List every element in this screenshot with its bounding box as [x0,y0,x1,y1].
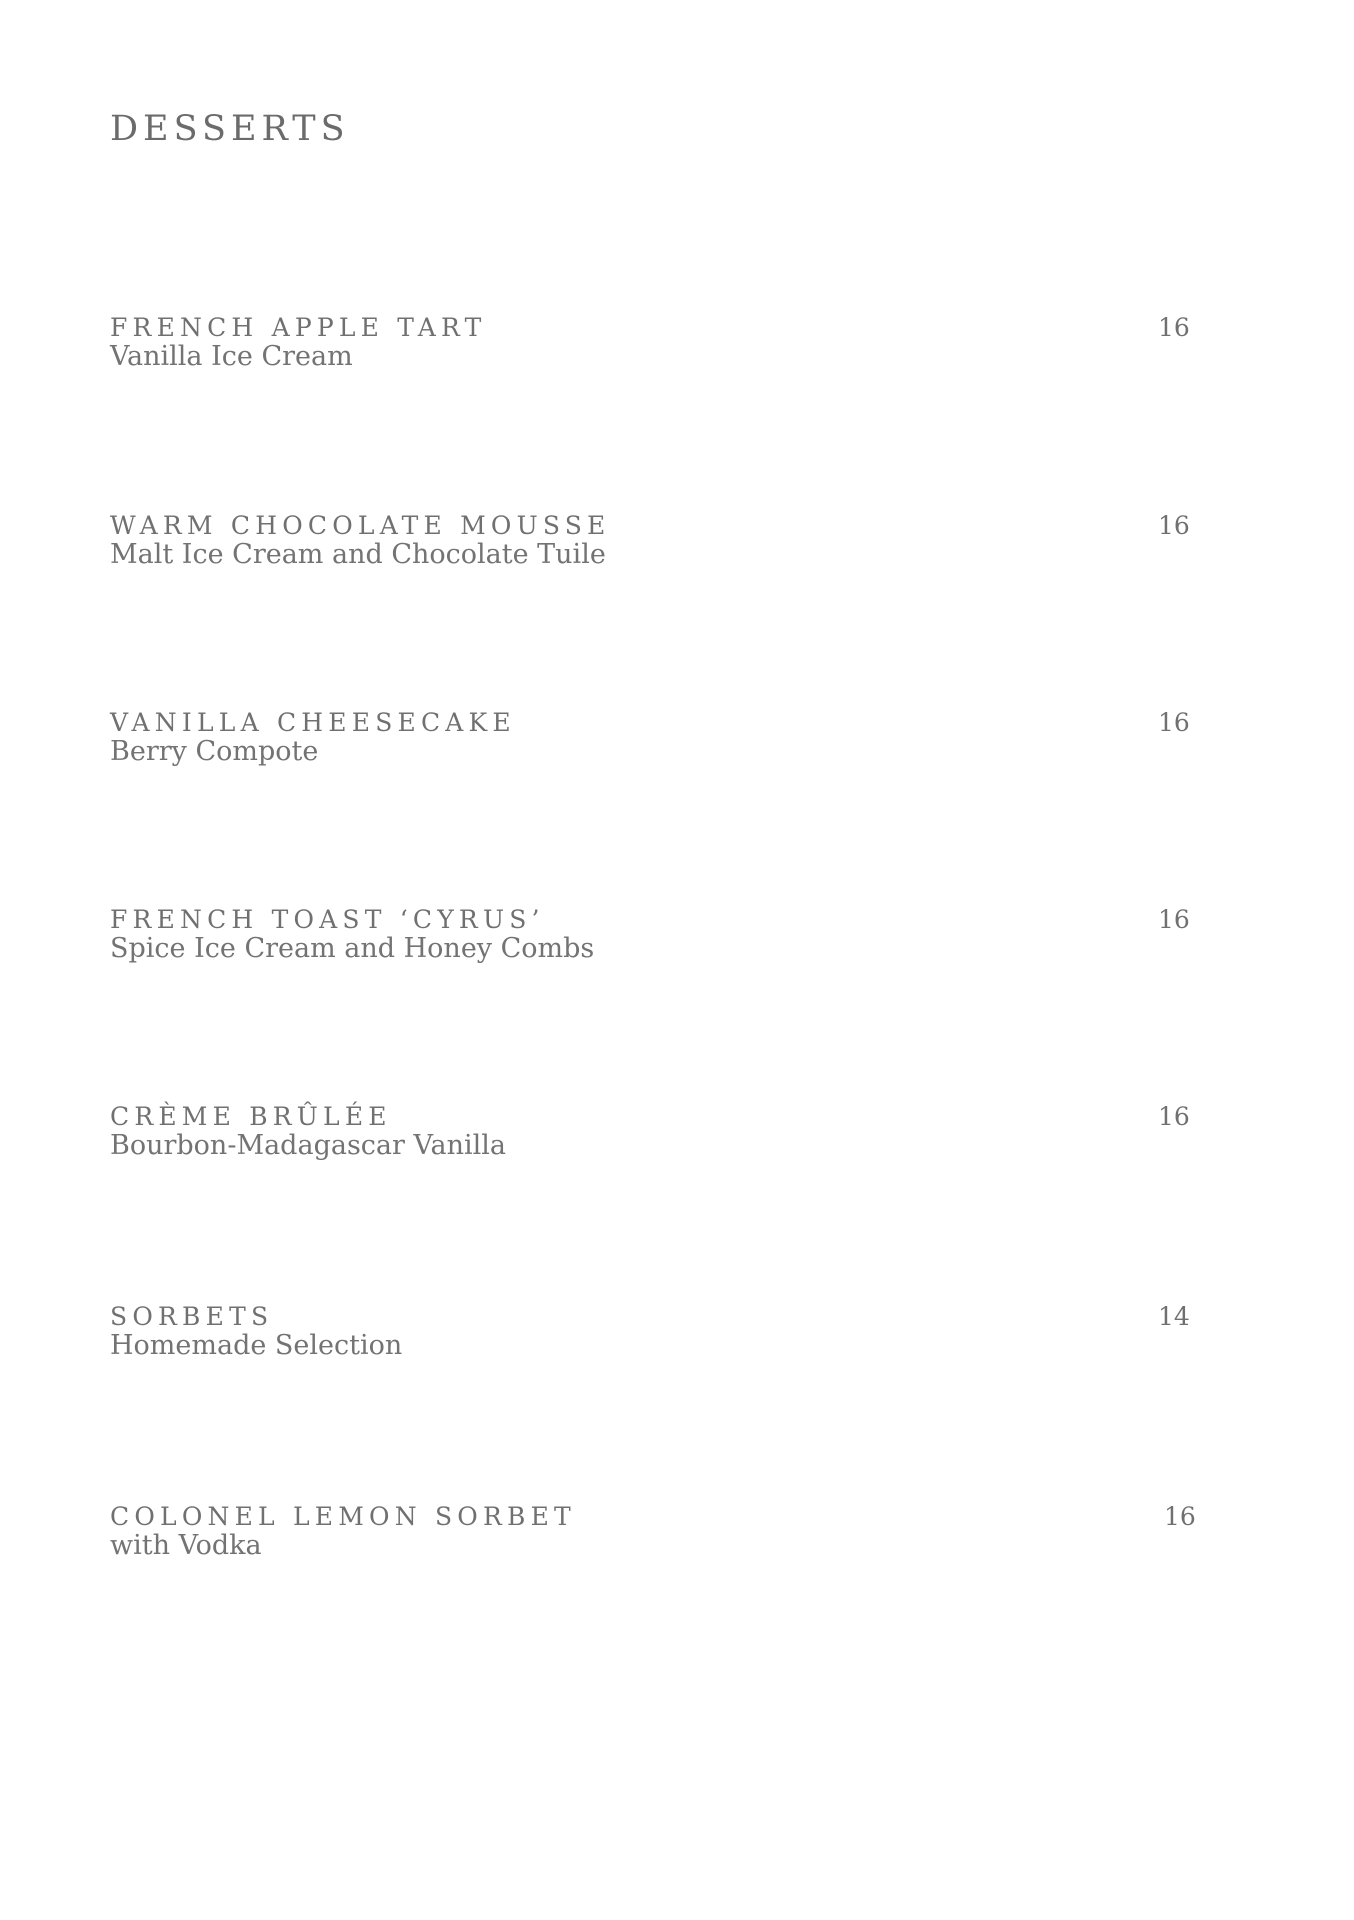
dessert-price: 16 [1158,1102,1190,1131]
dessert-price: 16 [1158,905,1190,934]
dessert-name: FRENCH APPLE TART [110,313,487,342]
dessert-description: Berry Compote [110,736,319,767]
menu-title: DESSERTS [110,109,350,149]
dessert-description: Bourbon-Madagascar Vanilla [110,1130,507,1161]
dessert-name: WARM CHOCOLATE MOUSSE [110,511,611,540]
menu-item [110,511,1190,569]
dessert-name: CRÈME BRÛLÉE [110,1102,392,1131]
menu-item [110,708,1190,766]
dessert-name: SORBETS [110,1302,274,1331]
menu-item [110,313,1190,371]
menu-item [110,1502,1196,1561]
dessert-description: Spice Ice Cream and Honey Combs [110,933,595,964]
dessert-price: 14 [1158,1302,1190,1331]
dessert-name: COLONEL LEMON SORBET [110,1502,576,1531]
dessert-price: 16 [1158,708,1190,737]
menu-item [110,1102,1190,1160]
menu-item [110,905,1190,963]
dessert-price: 16 [1158,511,1190,540]
dessert-price: 16 [1158,313,1190,342]
dessert-name: VANILLA CHEESECAKE [110,708,516,737]
dessert-name: FRENCH TOAST ‘CYRUS’ [110,905,545,934]
dessert-price: 16 [1164,1502,1196,1531]
dessert-description: Malt Ice Cream and Chocolate Tuile [110,539,606,570]
menu-item [110,1302,1190,1360]
dessert-description: Homemade Selection [110,1330,403,1361]
dessert-description: Vanilla Ice Cream [110,341,353,372]
dessert-description: with Vodka [110,1530,262,1561]
